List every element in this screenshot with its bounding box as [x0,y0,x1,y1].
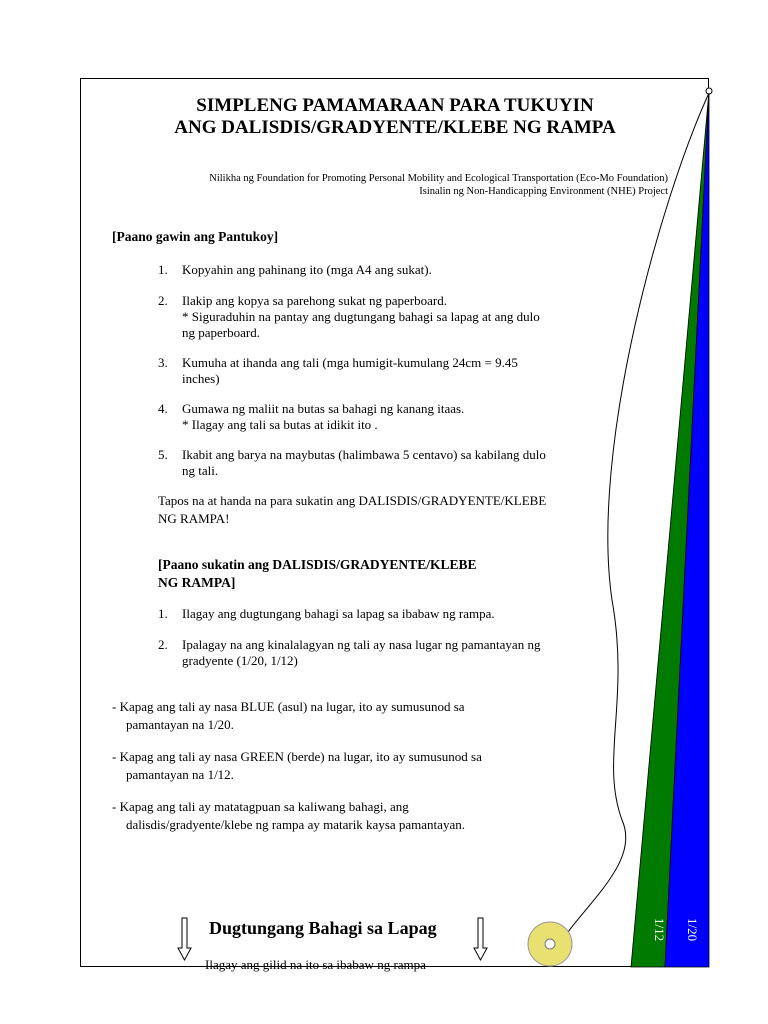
step-line: Ipalagay na ang kinalalagyan ng tali ay nasa lugar ng pamantayan ng [182,637,541,652]
note-line: dalisdis/gradyente/klebe ng rampa ay matarik kaysa pamantayan. [126,817,465,832]
step-line: Kumuha at ihanda ang tali (mga humigit-kumulang 24cm = 9.45 [182,355,518,370]
step-number: 5. [158,447,168,462]
credit-line-1: Nilikha ng Foundation for Promoting Personal Mobility and Ecological Transportation (Eco-Mo Foundation) [209,173,668,184]
step-line: * Ilagay ang tali sa butas at idikit ito . [182,417,378,432]
step-number: 3. [158,355,168,370]
string-hole-icon [706,88,712,94]
step-line: Ilakip ang kopya sa parehong sukat ng paperboard. [182,293,447,308]
note-line: pamantayan na 1/12. [126,767,234,782]
step-line: Ilagay ang dugtungang bahagi sa lapag sa ibabaw ng rampa. [182,606,495,621]
green-zone-label: 1/12 [652,918,667,942]
down-arrow-icon [474,918,487,960]
note-line: - Kapag ang tali ay matatagpuan sa kaliwang bahagi, ang [112,799,409,814]
step-number: 2. [158,293,168,308]
note-line: - Kapag ang tali ay nasa GREEN (berde) na lugar, ito ay sumusunod sa [112,749,482,764]
title-line-2: ANG DALISDIS/GRADYENTE/KLEBE NG RAMPA [174,117,616,138]
note-line: - Kapag ang tali ay nasa BLUE (asul) na lugar, ito ay sumusunod sa [112,699,465,714]
step-number: 2. [158,637,168,652]
heading-line: NG RAMPA] [158,575,236,590]
step-line: Ikabit ang barya na maybutas (halimbawa 5 centavo) sa kabilang dulo [182,447,546,462]
blue-zone-label: 1/20 [685,918,700,942]
step-line: inches) [182,371,220,386]
note-line: pamantayan na 1/20. [126,717,234,732]
step-line: * Siguraduhin na pantay ang dugtungang bahagi sa lapag at ang dulo [182,309,540,324]
floor-edge-label: Dugtungang Bahagi sa Lapag [209,918,437,938]
step-line: gradyente (1/20, 1/12) [182,653,298,668]
down-arrow-icon [178,918,191,960]
step-line: ng paperboard. [182,325,260,340]
coin-hole-icon [545,939,555,949]
step-line: Kopyahin ang pahinang ito (mga A4 ang sukat). [182,262,432,277]
step-line: Gumawa ng maliit na butas sa bahagi ng kanang itaas. [182,401,465,416]
closing-line: Tapos na at handa na para sukatin ang DALISDIS/GRADYENTE/KLEBE [158,493,547,508]
credit-line-2: Isinalin ng Non-Handicapping Environment (NHE) Project [419,186,668,197]
step-number: 1. [158,262,168,277]
step-number: 1. [158,606,168,621]
title-line-1: SIMPLENG PAMAMARAAN PARA TUKUYIN [196,95,594,116]
heading-line: [Paano sukatin ang DALISDIS/GRADYENTE/KLEBE [158,557,477,572]
section-heading-make: [Paano gawin ang Pantukoy] [112,229,279,244]
step-number: 4. [158,401,168,416]
step-line: ng tali. [182,463,219,478]
floor-edge-instruction: Ilagay ang gilid na ito sa ibabaw ng rampa [205,957,426,972]
closing-line: NG RAMPA! [158,511,230,526]
